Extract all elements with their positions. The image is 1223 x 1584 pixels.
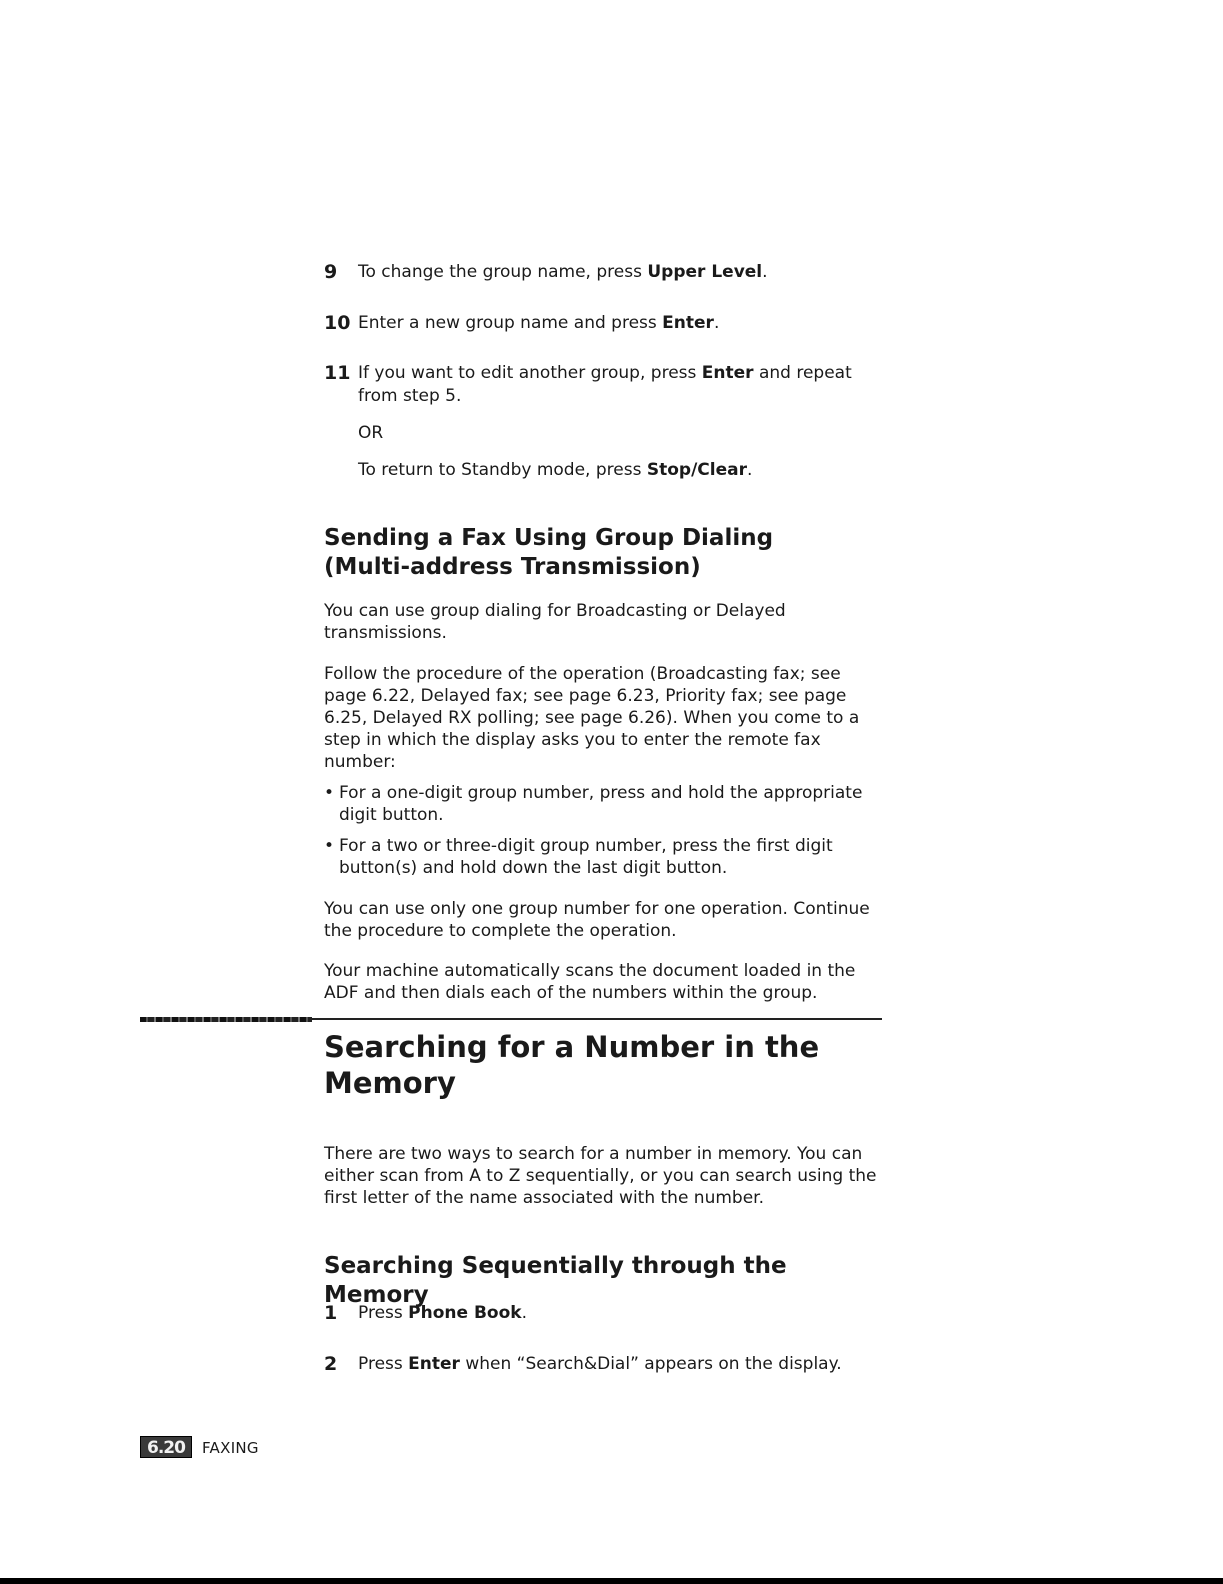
page-number-badge: 6.20	[140, 1436, 192, 1458]
paragraph-group-intro: You can use group dialing for Broadcasting or Delayed transmissions.	[324, 601, 786, 643]
section-heading-group-dialing: Sending a Fax Using Group Dialing (Multi-address Transmission)	[324, 525, 774, 580]
step-9	[324, 261, 884, 284]
step-text: Press Phone Book.	[358, 1303, 527, 1323]
paragraph-group-one-number: You can use only one group number for one operation. Continue the procedure to complete the operation.	[324, 899, 870, 941]
step-number: 10	[324, 312, 351, 334]
section-divider-bar	[140, 1017, 312, 1022]
paragraph-group-scan: Your machine automatically scans the document loaded in the ADF and then dials each of the numbers within the group.	[324, 961, 856, 1003]
step-number: 1	[324, 1302, 338, 1324]
step-number: 9	[324, 261, 338, 283]
section-heading-searching: Searching for a Number in the Memory	[324, 1030, 820, 1100]
bullet-marker: •	[324, 783, 335, 803]
step-number: 2	[324, 1353, 338, 1375]
bullet-item: • For a two or three-digit group number, press the first digit button(s) and hold down the last digit button.	[324, 836, 833, 878]
search-step-1	[324, 1302, 884, 1325]
bullet-marker: •	[324, 836, 335, 856]
step-text: If you want to edit another group, press Enter and repeat from step 5.	[358, 363, 852, 406]
search-step-2	[324, 1353, 884, 1376]
step-number: 11	[324, 362, 351, 384]
step-10	[324, 312, 884, 335]
step-text: To change the group name, press Upper Level.	[358, 262, 768, 282]
page-bottom-edge	[0, 1578, 1223, 1584]
step-text: Enter a new group name and press Enter.	[358, 313, 720, 333]
step-or: OR	[358, 423, 384, 443]
paragraph-search-intro: There are two ways to search for a number in memory. You can either scan from A to Z sequentially, or you can search using the first letter of the name associated with the number.	[324, 1144, 877, 1208]
chapter-label: FAXING	[202, 1439, 259, 1457]
paragraph-group-procedure: Follow the procedure of the operation (Broadcasting fax; see page 6.22, Delayed fax; see page 6.23, Priority fax; see page 6.25, Delayed RX polling; see page 6.26). When you come to a step in which the display asks you to enter the remote fax number:	[324, 664, 860, 772]
subheading-search-sequential: Searching Sequentially through the Memory	[324, 1253, 787, 1308]
step-11	[324, 362, 864, 482]
step-text: Press Enter when “Search&Dial” appears on the display.	[358, 1354, 842, 1374]
section-divider-line	[312, 1018, 882, 1020]
bullet-item: • For a one-digit group number, press and hold the appropriate digit button.	[324, 783, 863, 825]
step-alt-text: To return to Standby mode, press Stop/Clear.	[358, 460, 753, 480]
